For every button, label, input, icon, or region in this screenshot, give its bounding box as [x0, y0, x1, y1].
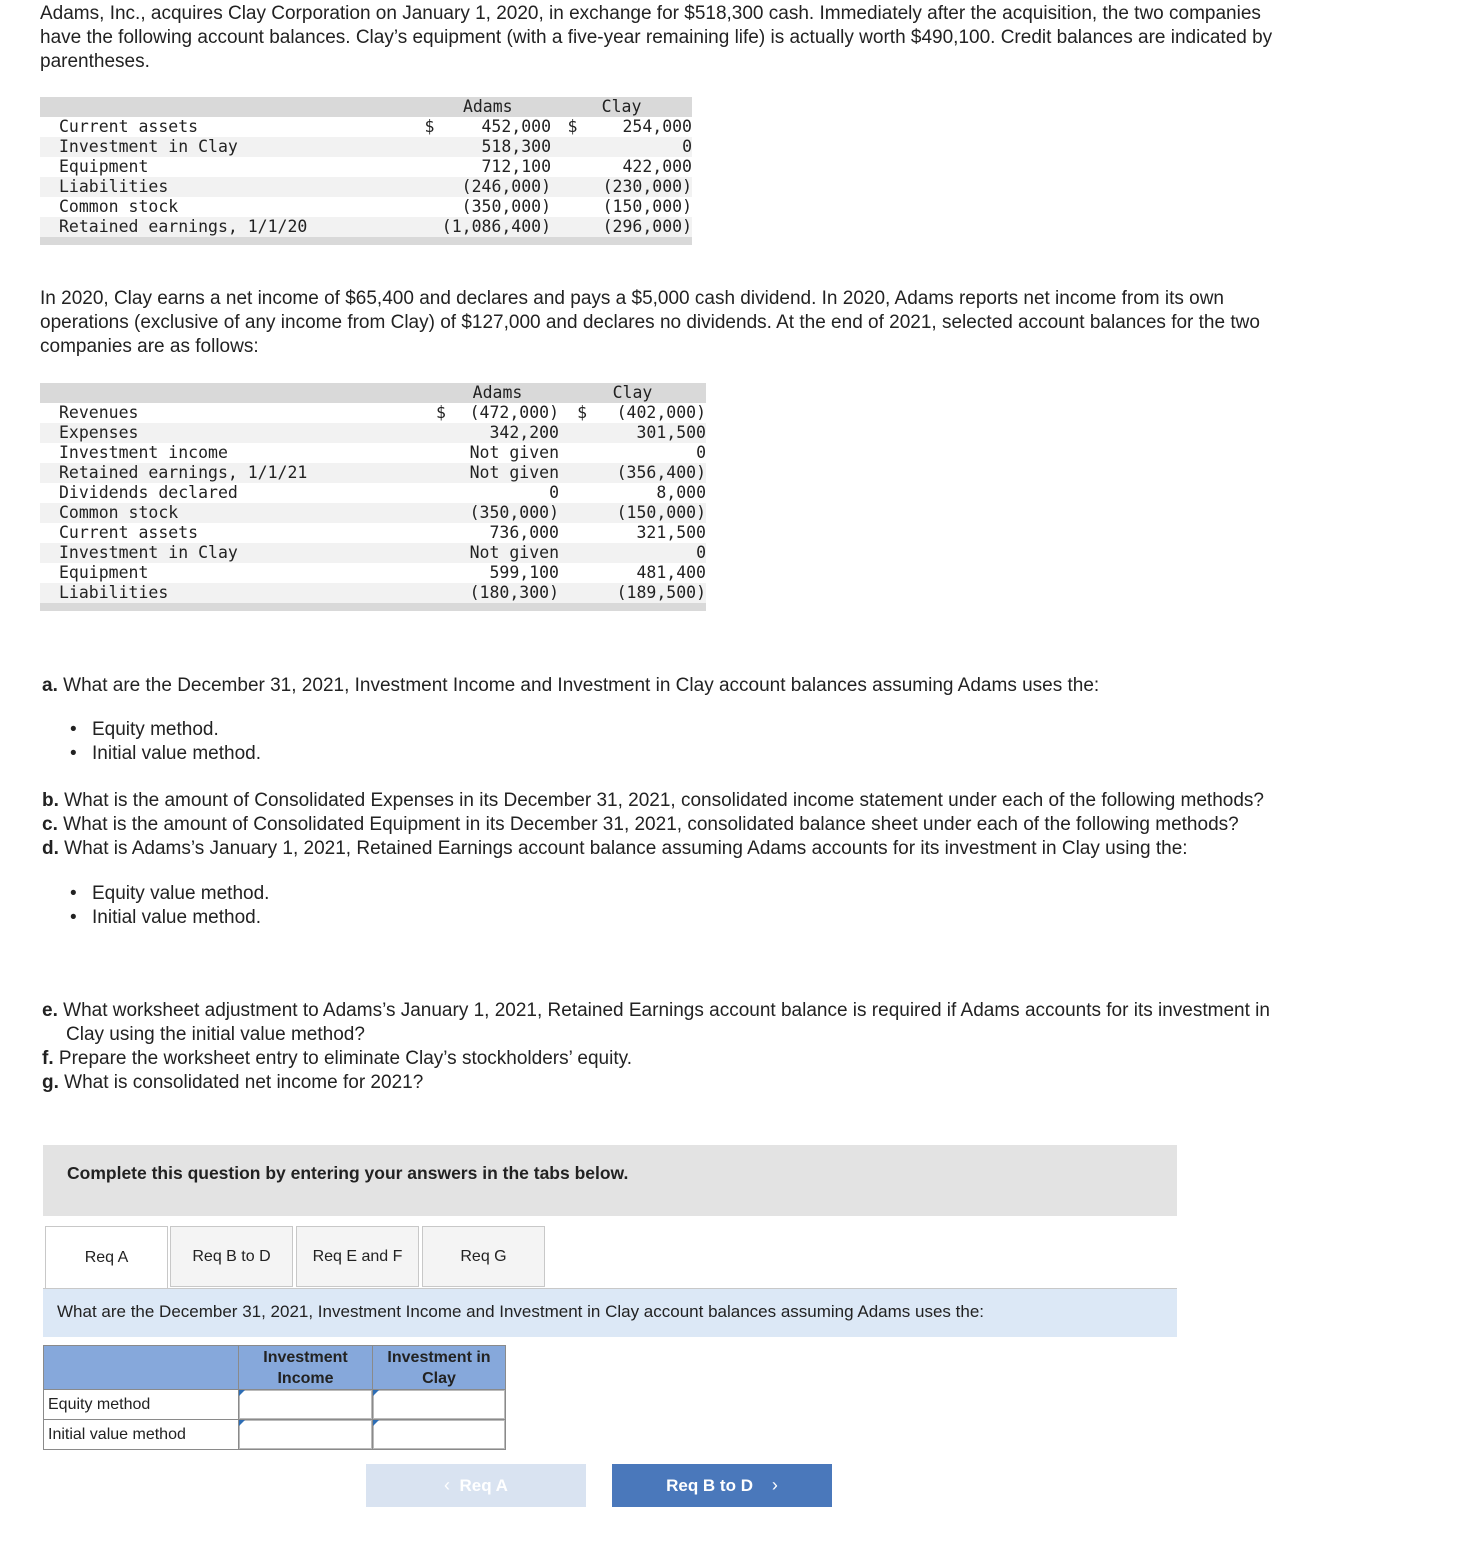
- clay-value: (296,000): [577, 217, 692, 237]
- table-row: [40, 463, 706, 483]
- question-d: [42, 837, 1302, 861]
- col-header-adams: Adams: [425, 97, 552, 117]
- col-header-investment-in-clay: Investment in Clay: [373, 1346, 506, 1390]
- row-label-initial-value-method: Initial value method: [44, 1420, 239, 1450]
- row-label: Equipment: [59, 157, 149, 176]
- table-footer: [40, 237, 692, 245]
- clay-value: (150,000): [587, 503, 706, 523]
- adams-value: 452,000: [481, 117, 552, 136]
- table-row: [40, 583, 706, 603]
- currency-symbol: [436, 443, 458, 463]
- method-list: [42, 882, 1302, 930]
- question-text: What is consolidated net income for 2021?: [64, 1072, 424, 1093]
- currency-symbol: [436, 463, 458, 483]
- question-g: [42, 1071, 1302, 1095]
- adams-value: (350,000): [458, 503, 559, 523]
- intro-paragraph: Adams, Inc., acquires Clay Corporation on January 1, 2020, in exchange for $518,300 cash. Immediately after the acquisition, the two companies have the following account balances. Clay’s equipment (with a five-year remaining life) is actually worth $490,100. Credit balances are indicated by parentheses.: [40, 3, 1273, 72]
- question-text: What is the amount of Consolidated Equipment in its December 31, 2021, consolidated balance sheet under each of the following methods?: [63, 814, 1239, 835]
- table-footer: [40, 603, 706, 611]
- answer-header-row: [44, 1346, 506, 1390]
- clay-value: 0: [577, 137, 692, 157]
- table-row: [40, 423, 706, 443]
- currency-symbol: [551, 157, 577, 177]
- currency-symbol: [559, 523, 587, 543]
- clay-value: (402,000): [616, 403, 706, 422]
- question-c: [42, 813, 1302, 837]
- currency-symbol: [551, 197, 577, 217]
- currency-symbol: [559, 503, 587, 523]
- table-row: [40, 137, 692, 157]
- adams-value: 712,100: [481, 157, 552, 176]
- question-f: [42, 1047, 1302, 1071]
- row-label: Liabilities: [40, 583, 436, 603]
- currency-symbol: $: [567, 117, 578, 136]
- question-text: What worksheet adjustment to Adams’s January 1, 2021, Retained Earnings account balance is required if Adams accounts for its investment in Clay using the initial value method?: [63, 1000, 1270, 1045]
- adams-value: 736,000: [489, 523, 559, 542]
- question-b: [42, 789, 1302, 813]
- question-letter: g.: [42, 1072, 59, 1093]
- clay-value: 0: [587, 543, 706, 563]
- table-row: [44, 1390, 506, 1420]
- currency-symbol: [436, 423, 458, 443]
- input-flag-icon: [239, 1390, 245, 1396]
- initial-value-investment-in-clay-input[interactable]: [373, 1420, 505, 1449]
- question-letter: e.: [42, 1000, 58, 1021]
- table-row: [40, 217, 692, 237]
- question-text: Prepare the worksheet entry to eliminate Clay’s stockholders’ equity.: [58, 1048, 632, 1069]
- table-row: [40, 177, 692, 197]
- clay-value: (150,000): [602, 197, 692, 216]
- currency-symbol: [551, 217, 577, 237]
- clay-value: (189,500): [587, 583, 706, 603]
- row-label-equity-method: Equity method: [44, 1390, 239, 1420]
- tab-question-text: What are the December 31, 2021, Investment Income and Investment in Clay account balances assuming Adams uses the:: [57, 1302, 984, 1321]
- adams-value: Not given: [469, 443, 559, 462]
- question-letter: c.: [42, 814, 58, 835]
- currency-symbol: $: [424, 117, 435, 136]
- question-text: What is Adams’s January 1, 2021, Retained Earnings account balance assuming Adams accounts for its investment in Clay using the:: [64, 838, 1188, 859]
- clay-value: 301,500: [587, 423, 706, 443]
- col-header-adams: Adams: [436, 383, 559, 403]
- table-header-row: [40, 383, 706, 403]
- row-label: Dividends declared: [59, 483, 238, 502]
- currency-symbol: [551, 177, 577, 197]
- questions-b-to-d: [42, 789, 1302, 930]
- table-header-row: [40, 97, 692, 117]
- tab-req-b-to-d[interactable]: Req B to D: [170, 1226, 293, 1287]
- currency-symbol: [559, 543, 587, 563]
- answer-cell: [239, 1420, 373, 1450]
- currency-symbol: [559, 463, 587, 483]
- currency-symbol: [559, 443, 587, 463]
- currency-symbol: [551, 137, 577, 157]
- year-end-2021-balances-table: [40, 383, 706, 611]
- row-label: Equipment: [59, 563, 149, 582]
- col-header-clay: Clay: [551, 97, 692, 117]
- prev-button-label: Req A: [459, 1475, 508, 1495]
- question-e: [42, 999, 1302, 1047]
- instructions-text: Complete this question by entering your answers in the tabs below.: [67, 1163, 629, 1183]
- col-header-investment-income: Investment Income: [239, 1346, 373, 1390]
- chevron-left-icon: ‹: [444, 1475, 451, 1495]
- currency-symbol: [559, 583, 587, 603]
- clay-value: (356,400): [587, 463, 706, 483]
- row-label: Retained earnings, 1/1/20: [40, 217, 425, 237]
- currency-symbol: [425, 137, 442, 157]
- table-row: [40, 523, 706, 543]
- row-label: Liabilities: [40, 177, 425, 197]
- currency-symbol: $: [577, 403, 587, 422]
- input-flag-icon: [373, 1390, 379, 1396]
- currency-symbol: [436, 503, 458, 523]
- currency-symbol: [436, 483, 458, 503]
- answer-cell: [373, 1420, 506, 1450]
- input-flag-icon: [239, 1420, 245, 1426]
- initial-value-investment-income-input[interactable]: [239, 1420, 372, 1449]
- input-flag-icon: [373, 1420, 379, 1426]
- question-letter: b.: [42, 790, 59, 811]
- adams-value: Not given: [458, 543, 559, 563]
- currency-symbol: [436, 563, 458, 583]
- tab-req-e-and-f[interactable]: Req E and F: [296, 1226, 419, 1287]
- row-label: Common stock: [59, 197, 179, 216]
- clay-value: (230,000): [577, 177, 692, 197]
- equity-investment-income-input[interactable]: [239, 1390, 372, 1419]
- currency-symbol: [559, 563, 587, 583]
- currency-symbol: [425, 177, 442, 197]
- adams-value: (246,000): [442, 177, 551, 197]
- table-row: [40, 157, 692, 177]
- answer-cell: [239, 1390, 373, 1420]
- question-letter: d.: [42, 838, 59, 859]
- currency-symbol: [425, 157, 442, 177]
- clay-value: 0: [696, 443, 706, 462]
- equity-investment-in-clay-input[interactable]: [373, 1390, 505, 1419]
- chevron-right-icon: ›: [771, 1475, 778, 1495]
- row-label: Investment in Clay: [40, 543, 436, 563]
- answer-cell: [373, 1390, 506, 1420]
- table-row: [40, 503, 706, 523]
- method-list: [42, 718, 1302, 766]
- row-label: Investment in Clay: [40, 137, 425, 157]
- adams-value: 342,200: [458, 423, 559, 443]
- currency-symbol: $: [436, 403, 446, 422]
- tab-req-g[interactable]: Req G: [422, 1226, 545, 1287]
- row-label: Current assets: [59, 117, 199, 136]
- year-2020-paragraph: In 2020, Clay earns a net income of $65,400 and declares and pays a $5,000 cash dividend. In 2020, Adams reports net income from its own operations (exclusive of any income from Clay) of $127,000 and declares no dividends. At the end of 2021, selected account balances for the two companies are as follows:: [40, 288, 1260, 357]
- adams-value: 518,300: [442, 137, 551, 157]
- table-row: [40, 117, 692, 137]
- question-a: [42, 674, 1302, 766]
- answer-table: [43, 1345, 506, 1450]
- list-item: • Initial value method.: [42, 742, 1302, 766]
- table-row: [40, 403, 706, 423]
- row-label: Expenses: [40, 423, 436, 443]
- currency-symbol: [436, 543, 458, 563]
- col-header-clay: Clay: [559, 383, 706, 403]
- clay-value: 8,000: [656, 483, 706, 502]
- adams-value: Not given: [458, 463, 559, 483]
- clay-value: 481,400: [636, 563, 706, 582]
- adams-value: (1,086,400): [441, 217, 552, 236]
- adams-value: 0: [549, 483, 559, 502]
- currency-symbol: [436, 583, 458, 603]
- row-label: Current assets: [59, 523, 199, 542]
- row-label: Investment income: [59, 443, 228, 462]
- table-row: [40, 543, 706, 563]
- table-row: [40, 483, 706, 503]
- currency-symbol: [559, 483, 587, 503]
- acquisition-balances-table: [40, 97, 692, 245]
- row-label: Common stock: [40, 503, 436, 523]
- instructions-bar: [43, 1145, 1177, 1216]
- currency-symbol: [425, 217, 442, 237]
- adams-value: (180,300): [458, 583, 559, 603]
- currency-symbol: [559, 423, 587, 443]
- tab-question-bar: [43, 1289, 1177, 1337]
- question-letter: a.: [42, 675, 58, 696]
- question-text: What is the amount of Consolidated Expenses in its December 31, 2021, consolidated income statement under each of the following methods?: [64, 790, 1264, 811]
- prev-req-a-button[interactable]: [366, 1464, 586, 1507]
- next-req-b-to-d-button[interactable]: [612, 1464, 832, 1507]
- table-row: [40, 563, 706, 583]
- currency-symbol: [436, 523, 458, 543]
- row-label: Revenues: [59, 403, 139, 422]
- blank-header: [44, 1346, 239, 1390]
- question-text: What are the December 31, 2021, Investment Income and Investment in Clay account balances assuming Adams uses the:: [63, 675, 1100, 696]
- next-button-label: Req B to D: [666, 1475, 753, 1495]
- clay-value: 321,500: [636, 523, 706, 542]
- questions-e-to-g: [42, 999, 1302, 1095]
- adams-value: 599,100: [489, 563, 559, 582]
- clay-value: 422,000: [622, 157, 692, 176]
- adams-value: (350,000): [461, 197, 552, 216]
- list-item: • Equity method.: [42, 718, 1302, 742]
- row-label: Retained earnings, 1/1/21: [40, 463, 436, 483]
- adams-value: (472,000): [469, 403, 559, 422]
- list-item: • Initial value method.: [42, 906, 1302, 930]
- clay-value: 254,000: [622, 117, 692, 136]
- table-row: [40, 197, 692, 217]
- table-row: [44, 1420, 506, 1450]
- currency-symbol: [425, 197, 442, 217]
- tab-req-a[interactable]: Req A: [45, 1226, 168, 1289]
- table-row: [40, 443, 706, 463]
- list-item: • Equity value method.: [42, 882, 1302, 906]
- question-letter: f.: [42, 1048, 54, 1069]
